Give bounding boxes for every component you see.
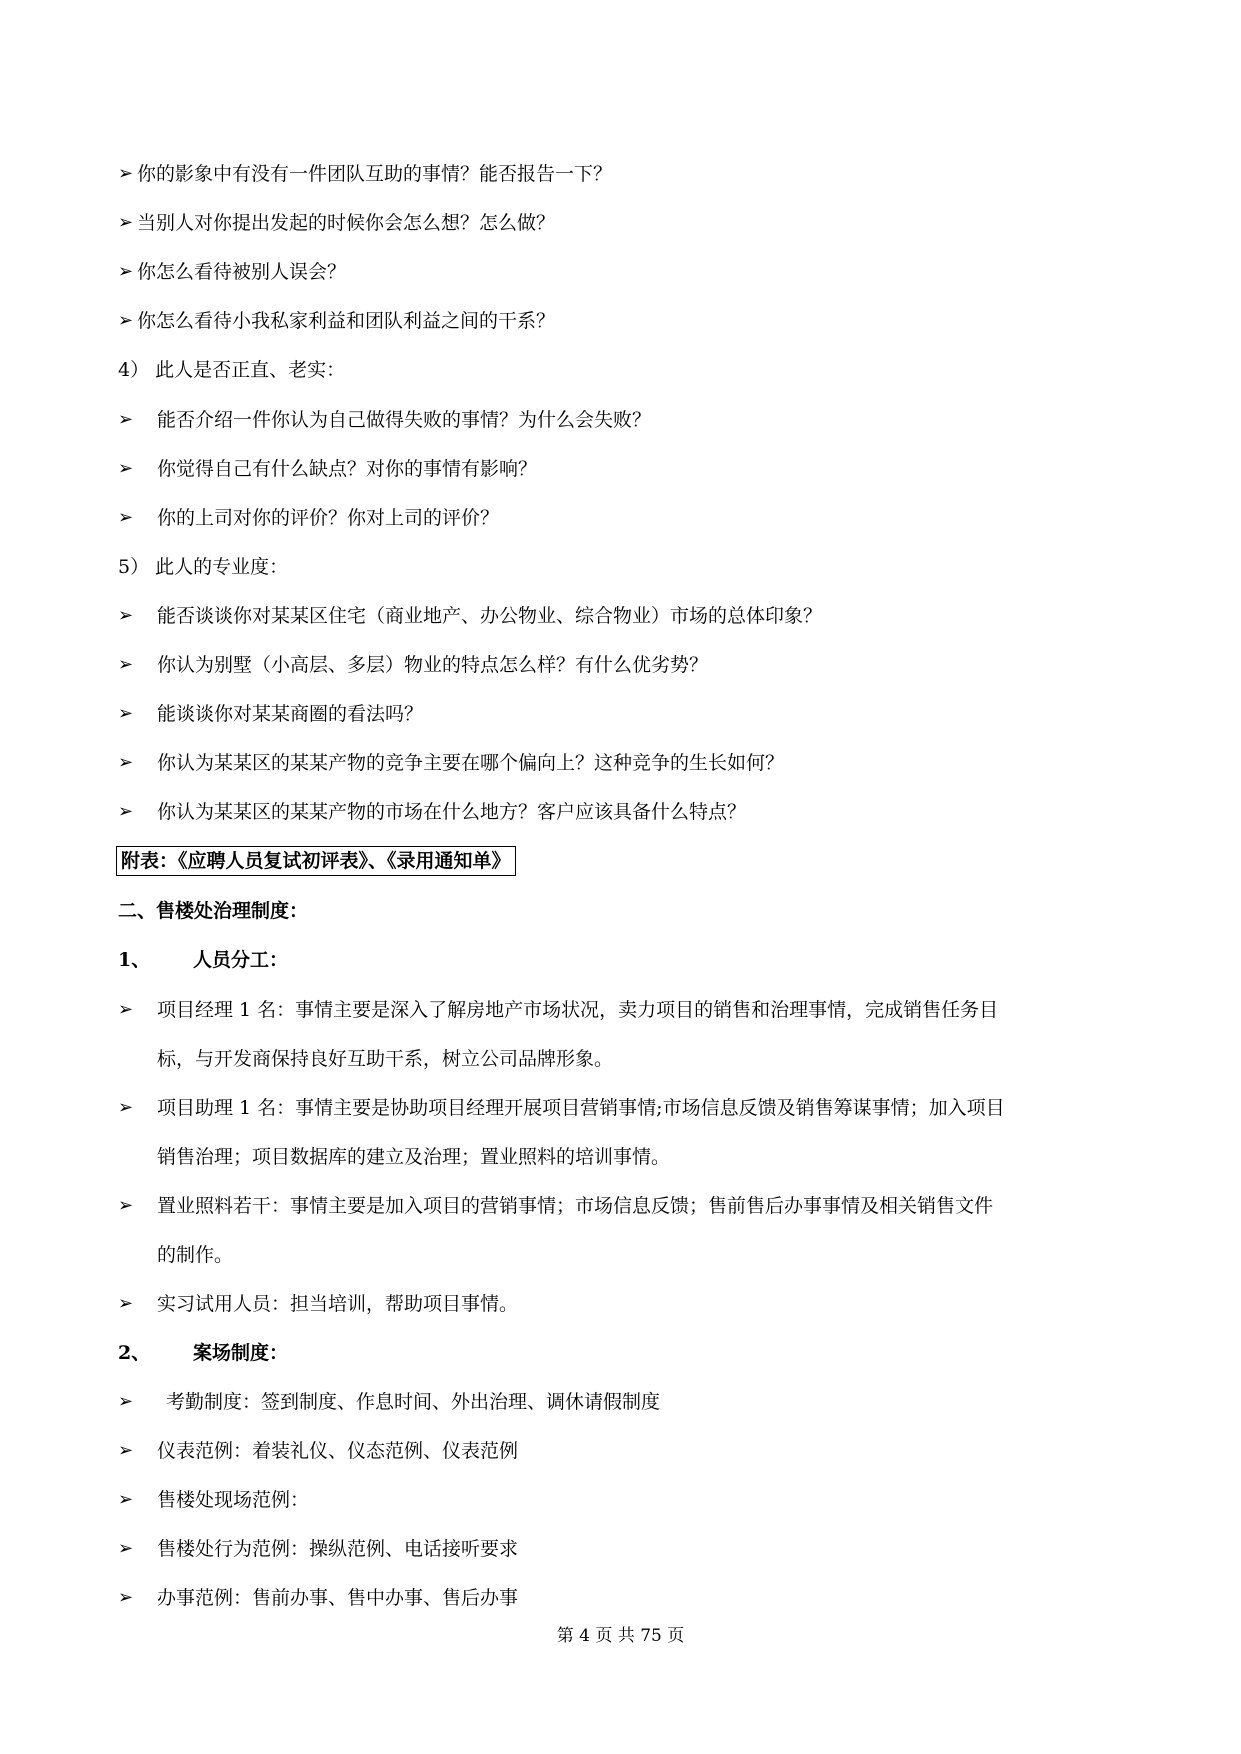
- role-consultant: 置业照料若干：事情主要是加入项目的营销事情；市场信息反馈；售前售后办事事情及相关销售文件: [157, 1195, 994, 1217]
- subsection2-number: 2、: [118, 1342, 151, 1364]
- page-footer: 第 4 页 共 75 页: [556, 1626, 685, 1646]
- bullet-arrow-icon: ➢: [118, 999, 134, 1020]
- bullet-arrow-icon: ➢: [118, 458, 134, 479]
- bullet-arrow-icon: ➢: [118, 163, 134, 184]
- bullet-arrow-icon: ➢: [118, 1195, 134, 1216]
- team-question-4: 你怎么看待小我私家利益和团队利益之间的干系？: [137, 310, 556, 332]
- honesty-question-2: 你觉得自己有什么缺点？对你的事情有影响？: [157, 458, 538, 480]
- rule-attendance: 考勤制度：签到制度、作息时间、外出治理、调休请假制度: [166, 1391, 661, 1413]
- professional-heading: 5） 此人的专业度：: [118, 556, 289, 578]
- role-consultant-cont: 的制作。: [157, 1244, 234, 1266]
- bullet-arrow-icon: ➢: [118, 703, 134, 724]
- subsection1-number: 1、: [118, 949, 151, 971]
- subsection2-title: 案场制度：: [193, 1342, 289, 1364]
- bullet-arrow-icon: ➢: [118, 752, 134, 773]
- team-question-3: 你怎么看待被别人误会？: [137, 261, 347, 283]
- subsection1-title: 人员分工：: [193, 949, 289, 971]
- role-project-assistant-cont: 销售治理；项目数据库的建立及治理；置业照料的培训事情。: [157, 1146, 671, 1168]
- bullet-arrow-icon: ➢: [118, 261, 134, 282]
- bullet-arrow-icon: ➢: [118, 1391, 134, 1412]
- team-question-1: 你的影象中有没有一件团队互助的事情？能否报告一下？: [137, 163, 613, 185]
- bullet-arrow-icon: ➢: [118, 1538, 134, 1559]
- bullet-arrow-icon: ➢: [118, 801, 134, 822]
- professional-question-2: 你认为别墅（小高层、多层）物业的特点怎么样？有什么优劣势？: [157, 654, 709, 676]
- team-question-2: 当别人对你提出发起的时候你会怎么想？怎么做？: [137, 212, 556, 234]
- honesty-question-3: 你的上司对你的评价？你对上司的评价？: [157, 507, 500, 529]
- bullet-arrow-icon: ➢: [118, 1440, 134, 1461]
- rule-site: 售楼处现场范例：: [157, 1489, 310, 1511]
- role-project-manager-cont: 标，与开发商保持良好互助干系，树立公司品牌形象。: [157, 1048, 614, 1070]
- bullet-arrow-icon: ➢: [118, 409, 134, 430]
- bullet-arrow-icon: ➢: [118, 310, 134, 331]
- professional-question-1: 能否谈谈你对某某区住宅（商业地产、办公物业、综合物业）市场的总体印象？: [157, 605, 823, 627]
- section2-title: 二、售楼处治理制度：: [118, 900, 309, 922]
- appendix-box: 附表：《应聘人员复试初评表》、《录用通知单》: [116, 846, 516, 876]
- bullet-arrow-icon: ➢: [118, 507, 134, 528]
- rule-behavior: 售楼处行为范例：操纵范例、电话接听要求: [157, 1538, 519, 1560]
- bullet-arrow-icon: ➢: [118, 212, 134, 233]
- rule-service: 办事范例：售前办事、售中办事、售后办事: [157, 1587, 519, 1609]
- honesty-question-1: 能否介绍一件你认为自己做得失败的事情？为什么会失败？: [157, 409, 652, 431]
- honesty-heading: 4） 此人是否正直、老实：: [118, 359, 346, 381]
- role-intern: 实习试用人员：担当培训，帮助项目事情。: [157, 1293, 519, 1315]
- professional-question-5: 你认为某某区的某某产物的市场在什么地方？客户应该具备什么特点？: [157, 801, 747, 823]
- professional-question-4: 你认为某某区的某某产物的竞争主要在哪个偏向上？这种竞争的生长如何？: [157, 752, 785, 774]
- bullet-arrow-icon: ➢: [118, 654, 134, 675]
- bullet-arrow-icon: ➢: [118, 605, 134, 626]
- professional-question-3: 能谈谈你对某某商圈的看法吗？: [157, 703, 424, 725]
- bullet-arrow-icon: ➢: [118, 1293, 134, 1314]
- bullet-arrow-icon: ➢: [118, 1587, 134, 1608]
- bullet-arrow-icon: ➢: [118, 1097, 134, 1118]
- rule-appearance: 仪表范例：着装礼仪、仪态范例、仪表范例: [157, 1440, 519, 1462]
- bullet-arrow-icon: ➢: [118, 1489, 134, 1510]
- role-project-manager: 项目经理 1 名：事情主要是深入了解房地产市场状况，卖力项目的销售和治理事情，完成销售任务目: [157, 999, 999, 1021]
- role-project-assistant: 项目助理 1 名：事情主要是协助项目经理开展项目营销事情;市场信息反馈及销售筹谋事情；加入项目: [157, 1097, 1005, 1119]
